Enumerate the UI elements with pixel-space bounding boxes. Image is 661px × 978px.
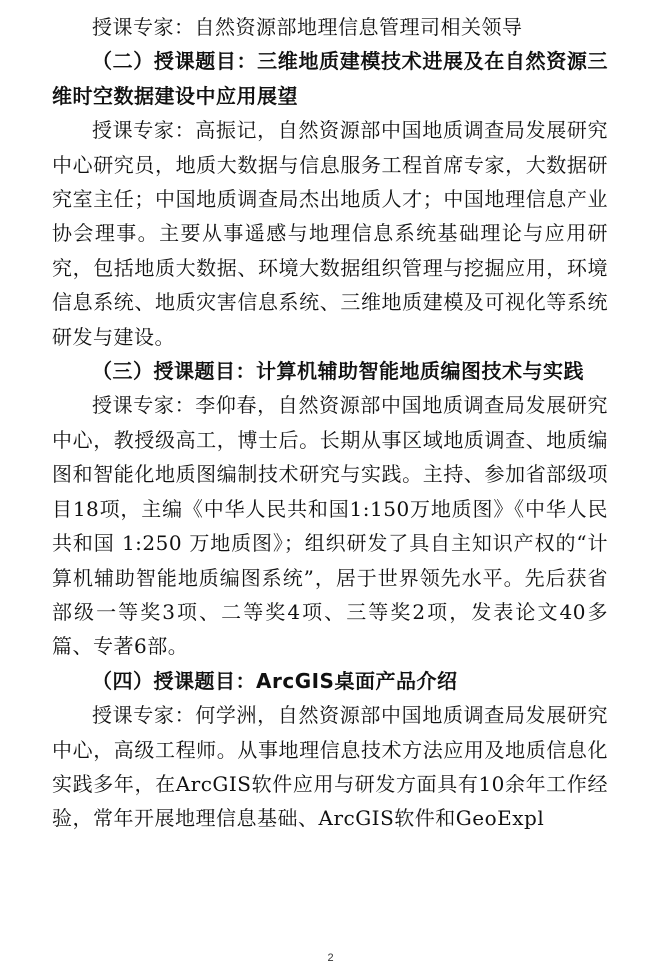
page-number: 2 (327, 952, 334, 964)
page-content (52, 10, 608, 836)
expert-paragraph-2: 授课专家：高振记，自然资源部中国地质调查局发展研究中心研究员，地质大数据与信息服务工程首席专家，大数据研究室主任；中国地质调查局杰出地质人才；中国地理信息产业协会理事。主要从事遥感与地理信息系统基础理论与应用研究，包括地质大数据、环境大数据组织管理与挖掘应用，环境信息系统、地质灾害信息系统、三维地质建模及可视化等系统研发与建设。 (52, 118, 608, 349)
course-heading-4: （四）授课题目：ArcGIS桌面产品介绍 (92, 668, 458, 693)
expert-paragraph-1: 授课专家：自然资源部地理信息管理司相关领导 (92, 15, 523, 39)
course-heading-3: （三）授课题目：计算机辅助智能地质编图技术与实践 (92, 359, 584, 384)
expert-paragraph-3: 授课专家：李仰春，自然资源部中国地质调查局发展研究中心，教授级高工，博士后。长期从事区域地质调查、地质编图和智能化地质图编制技术研究与实践。主持、参加省部级项目18项，主编《中华人民共和国1:150万地质图》《中华人民共和国 1:250 万地质图》；组织研发了具自主知识产权的“计算机辅助智能地质编图系统”，居于世界领先水平。先后获省部级一等奖3项、二等奖4项、三等奖2项，发表论文40多篇、专著6部。 (52, 393, 608, 659)
expert-paragraph-4: 授课专家：何学洲，自然资源部中国地质调查局发展研究中心，高级工程师。从事地理信息技术方法应用及地质信息化实践多年，在ArcGIS软件应用与研发方面具有10余年工作经验，常年开展地理信息基础、ArcGIS软件和GeoExpl (52, 703, 608, 831)
course-heading-2: （二）授课题目：三维地质建模技术进展及在自然资源三维时空数据建设中应用展望 (52, 49, 608, 108)
